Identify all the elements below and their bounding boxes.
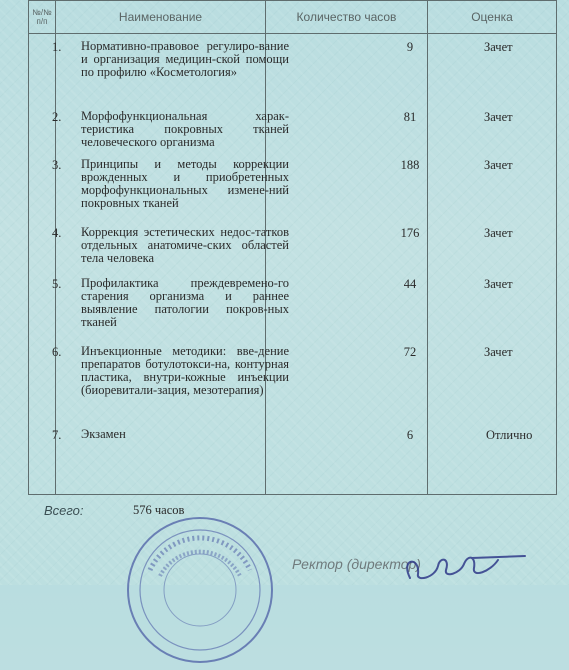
row-hours: 176 bbox=[400, 226, 420, 240]
row-hours: 72 bbox=[403, 345, 417, 359]
row-number: 7. bbox=[52, 428, 62, 442]
row-name: Профилактика преждевремено-го старения организма и раннее выявление патологии покров-ных тканей bbox=[81, 276, 289, 329]
row-hours: 6 bbox=[406, 428, 414, 442]
row-grade: Зачет bbox=[484, 40, 513, 54]
header-hours: Количество часов bbox=[266, 1, 428, 34]
row-hours: 81 bbox=[403, 110, 417, 124]
row-name: Нормативно-правовое регулиро-вание и организация медицин-ской помощи по профилю «Косметология» bbox=[81, 39, 289, 79]
header-number: №/№ п/п bbox=[29, 1, 56, 34]
row-name: Принципы и методы коррекции врожденных и приобретенных морфофункциональных измене-ний покровных тканей bbox=[81, 157, 289, 210]
total-label: Всего: bbox=[44, 503, 84, 518]
rector-label: Ректор (директор) bbox=[292, 556, 421, 572]
row-number: 3. bbox=[52, 158, 62, 172]
row-grade: Зачет bbox=[484, 226, 513, 240]
row-name: Коррекция эстетических недос-татков отдельных анатомиче-ских областей тела человека bbox=[81, 225, 289, 265]
row-number: 5. bbox=[52, 277, 62, 291]
row-hours: 44 bbox=[403, 277, 417, 291]
table-rows bbox=[28, 0, 556, 500]
official-seal-icon bbox=[120, 510, 280, 670]
total-hours: 576 часов bbox=[133, 503, 185, 517]
row-grade: Зачет bbox=[484, 345, 513, 359]
header-name: Наименование bbox=[56, 1, 266, 34]
row-hours: 9 bbox=[406, 40, 414, 54]
row-name: Морфофункциональная харак-теристика покровных тканей человеческого организма bbox=[81, 109, 289, 149]
row-number: 1. bbox=[52, 40, 62, 54]
row-name: Экзамен bbox=[81, 427, 126, 441]
row-grade: Отлично bbox=[486, 428, 533, 442]
row-grade: Зачет bbox=[484, 110, 513, 124]
row-grade: Зачет bbox=[484, 158, 513, 172]
row-number: 4. bbox=[52, 226, 62, 240]
row-grade: Зачет bbox=[484, 277, 513, 291]
header-grade: Оценка bbox=[428, 1, 557, 34]
handwritten-signature-icon bbox=[380, 548, 540, 588]
row-hours: 188 bbox=[400, 158, 420, 172]
row-name: Инъекционные методики: вве-дение препаратов ботулотокси-на, контурная пластика, внутри-кожные инъекции (биоревитали-зация, мезотерапия) bbox=[81, 344, 289, 397]
row-number: 2. bbox=[52, 110, 62, 124]
row-number: 6. bbox=[52, 345, 62, 359]
